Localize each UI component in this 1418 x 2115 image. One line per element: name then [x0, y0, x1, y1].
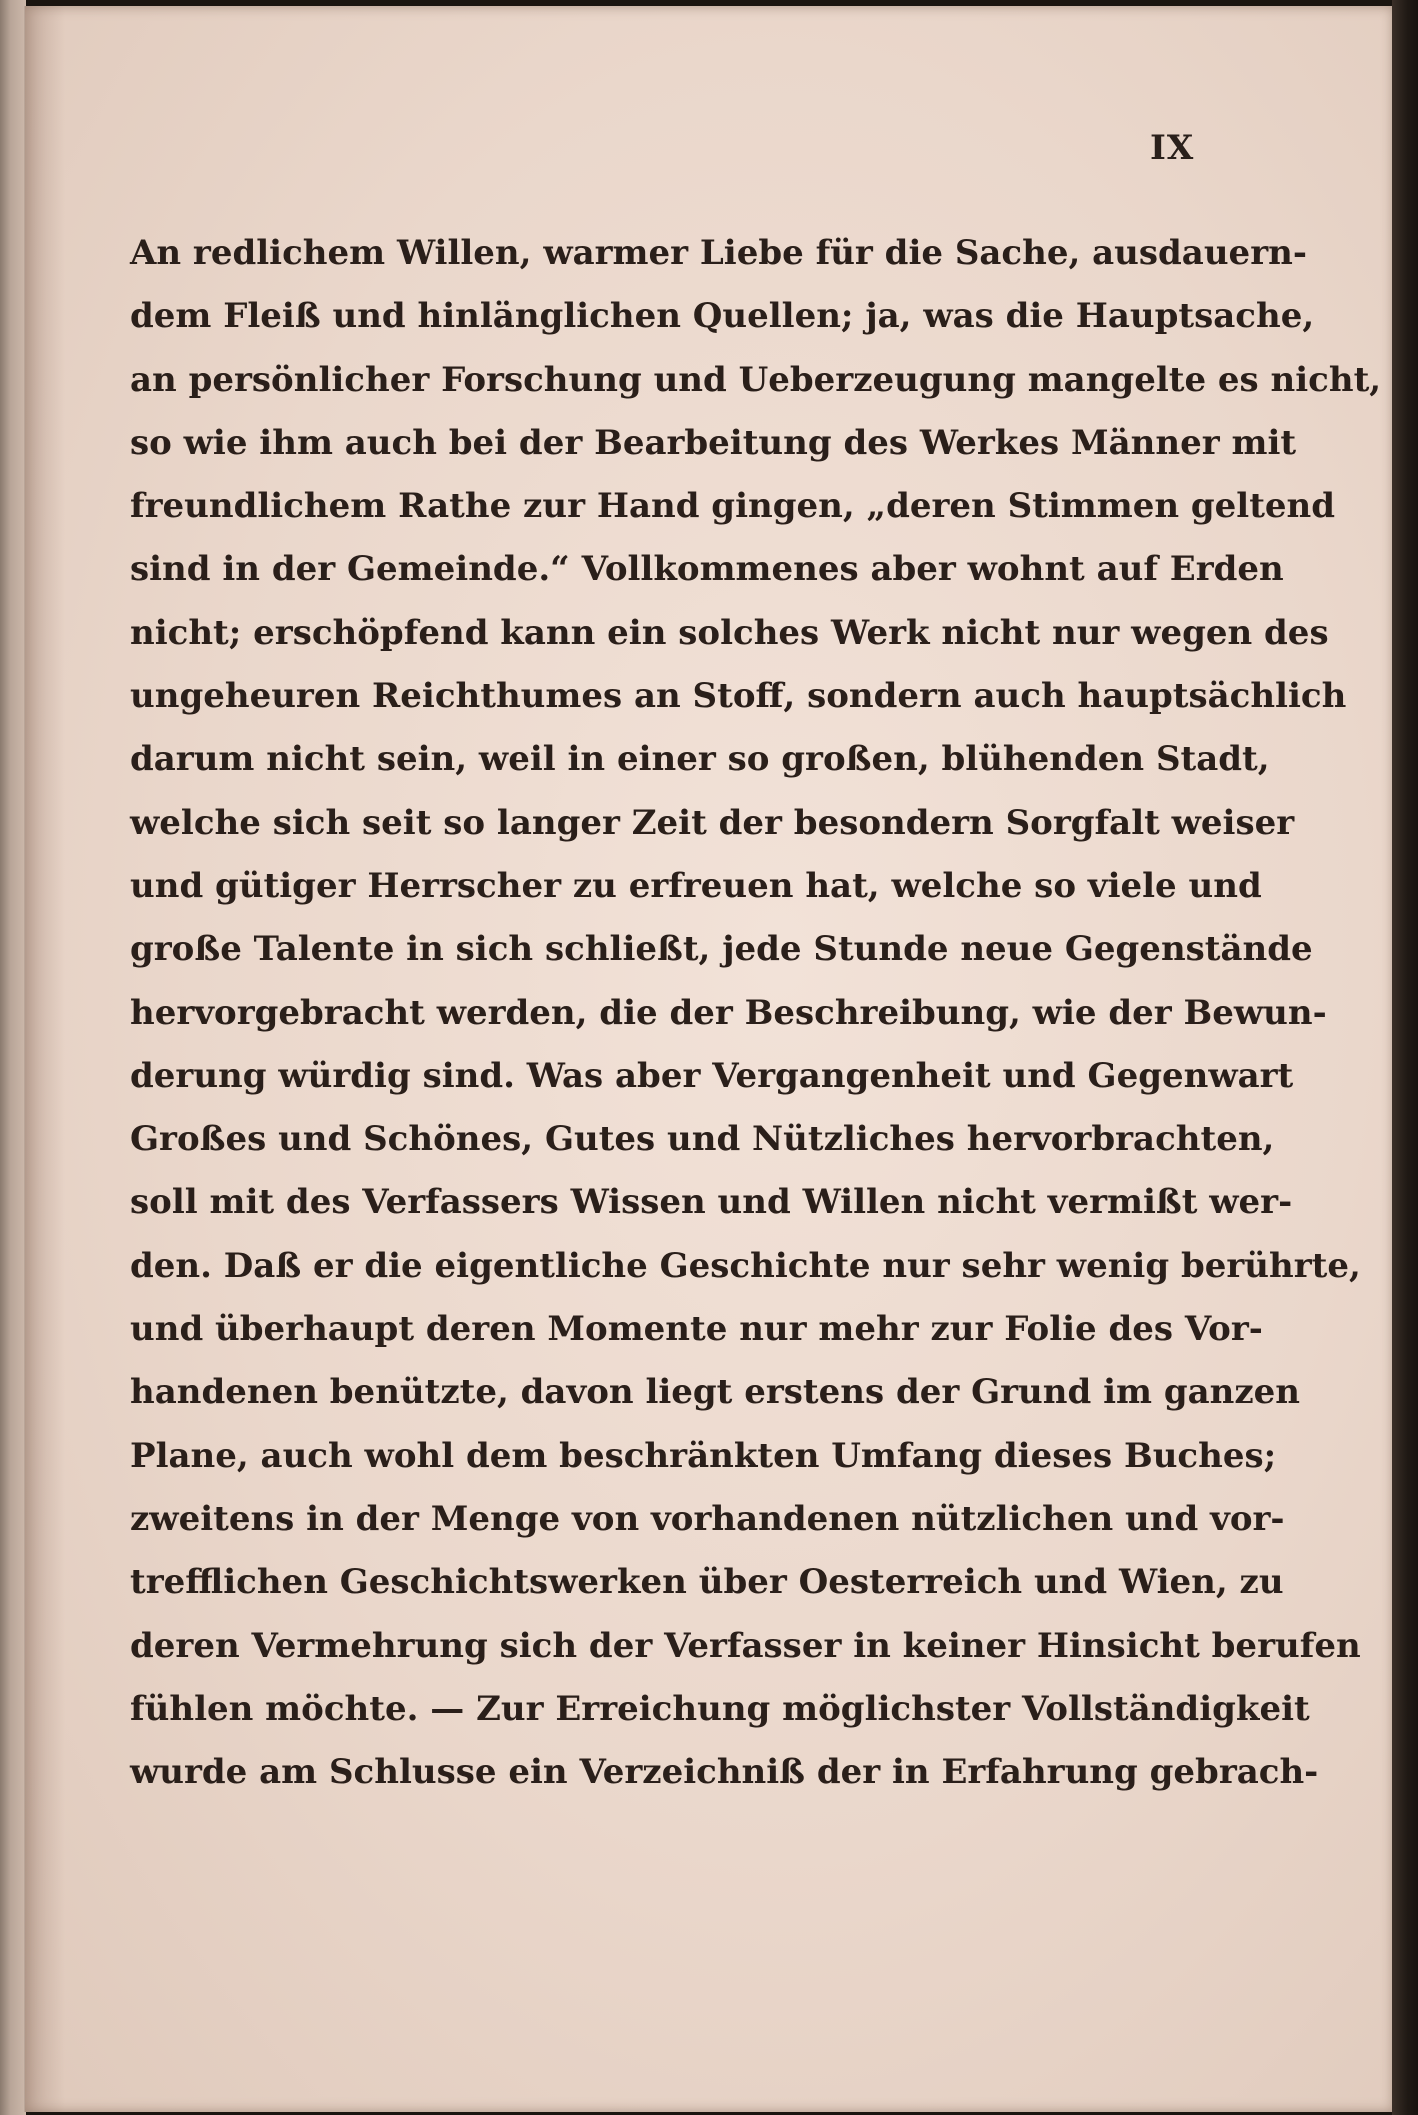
text-line: Großes und Schönes, Gutes und Nützliches hervorbrachten, — [130, 1119, 1275, 1160]
text-line: freundlichem Rathe zur Hand gingen, „deren Stimmen geltend — [130, 486, 1336, 527]
text-line: darum nicht sein, weil in einer so großen, blühenden Stadt, — [130, 739, 1270, 780]
text-line: den. Daß er die eigentliche Geschichte nur sehr wenig berührte, — [130, 1245, 1361, 1286]
text-line: große Talente in sich schließt, jede Stunde neue Gegenstände — [130, 929, 1313, 970]
book-left-edge — [0, 0, 26, 2115]
text-line: nicht; erschöpfend kann ein solches Werk nicht nur wegen des — [130, 612, 1329, 653]
text-line: zweitens in der Menge von vorhandenen nützlichen und vor- — [130, 1498, 1285, 1539]
text-line: welche sich seit so langer Zeit der besondern Sorgfalt weiser — [130, 802, 1295, 843]
text-line: deren Vermehrung sich der Verfasser in keiner Hinsicht berufen — [130, 1625, 1361, 1666]
text-line: hervorgebracht werden, die der Beschreibung, wie der Bewun- — [130, 992, 1327, 1033]
text-line: soll mit des Verfassers Wissen und Willen nicht vermißt wer- — [130, 1182, 1293, 1223]
text-line: ungeheuren Reichthumes an Stoff, sondern auch hauptsächlich — [130, 676, 1347, 717]
gutter-shadow — [25, 6, 65, 2112]
text-line: derung würdig sind. Was aber Vergangenheit und Gegenwart — [130, 1055, 1294, 1096]
text-line: und überhaupt deren Momente nur mehr zur Folie des Vor- — [130, 1309, 1263, 1350]
text-line: wurde am Schlusse ein Verzeichniß der in Erfahrung gebrach- — [130, 1752, 1319, 1793]
book-cover-edge — [1392, 0, 1418, 2115]
text-line: an persönlicher Forschung und Ueberzeugung mangelte es nicht, — [130, 359, 1382, 400]
text-line: handenen benützte, davon liegt erstens der Grund im ganzen — [130, 1372, 1301, 1413]
text-line: An redlichem Willen, warmer Liebe für die Sache, ausdauern- — [130, 233, 1307, 273]
text-line: so wie ihm auch bei der Bearbeitung des Werkes Männer mit — [130, 422, 1297, 463]
body-text — [130, 222, 1382, 1804]
text-line: fühlen möchte. — Zur Erreichung möglichster Vollständigkeit — [130, 1688, 1310, 1729]
text-line: und gütiger Herrscher zu erfreuen hat, welche so viele und — [130, 865, 1262, 906]
text-line: trefflichen Geschichtswerken über Oesterreich und Wien, zu — [130, 1562, 1284, 1603]
page-number: IX — [1150, 128, 1195, 168]
text-line: dem Fleiß und hinlänglichen Quellen; ja, was die Hauptsache, — [130, 296, 1315, 337]
text-line: Plane, auch wohl dem beschränkten Umfang dieses Buches; — [130, 1435, 1277, 1476]
text-line: sind in der Gemeinde.“ Vollkommenes aber wohnt auf Erden — [130, 549, 1284, 590]
